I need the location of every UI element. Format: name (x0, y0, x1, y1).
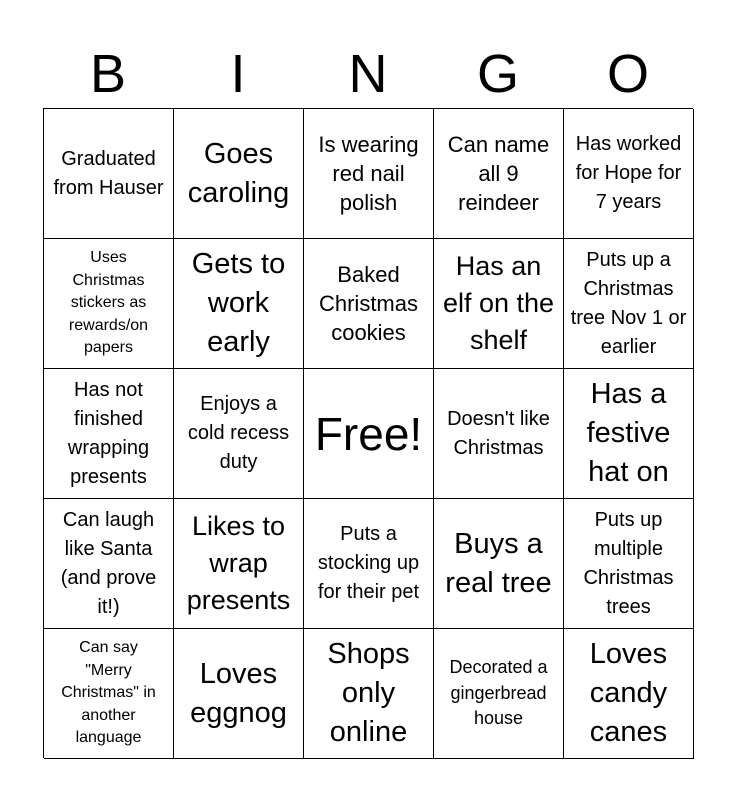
cell-text: Can name all 9 reindeer (447, 132, 550, 215)
bingo-cell-r2c5[interactable] (564, 239, 694, 369)
bingo-cell-r1c1[interactable] (44, 109, 174, 239)
free-space-text: Free! (314, 407, 423, 460)
bingo-cell-r1c2[interactable] (174, 109, 304, 239)
bingo-cell-r1c3[interactable] (304, 109, 434, 239)
bingo-cell-r4c5[interactable] (564, 499, 694, 629)
cell-text: Likes to wrap presents (186, 511, 291, 615)
bingo-cell-r5c1[interactable] (44, 629, 174, 759)
cell-text: Uses Christmas stickers as rewards/on papers (68, 249, 149, 357)
cell-text: Loves candy canes (589, 638, 668, 748)
bingo-cell-free[interactable] (304, 369, 434, 499)
cell-text: Decorated a gingerbread house (449, 657, 548, 729)
cell-text: Gets to work early (191, 248, 286, 358)
bingo-cell-r5c4[interactable] (434, 629, 564, 759)
bingo-cell-r2c3[interactable] (304, 239, 434, 369)
cell-text: Can laugh like Santa (and prove it!) (60, 508, 157, 618)
bingo-cell-r4c1[interactable] (44, 499, 174, 629)
cell-text: Is wearing red nail polish (318, 132, 419, 215)
bingo-cell-r5c2[interactable] (174, 629, 304, 759)
bingo-cell-r4c2[interactable] (174, 499, 304, 629)
cell-text: Has an elf on the shelf (442, 251, 555, 355)
bingo-cell-r2c4[interactable] (434, 239, 564, 369)
cell-text: Has a festive hat on (586, 378, 671, 488)
bingo-cell-r4c3[interactable] (304, 499, 434, 629)
bingo-cell-r3c4[interactable] (434, 369, 564, 499)
cell-text: Enjoys a cold recess duty (187, 393, 290, 473)
bingo-cell-r5c3[interactable] (304, 629, 434, 759)
header-letter-g: G (476, 44, 519, 104)
cell-text: Graduated from Hauser (53, 147, 164, 199)
cell-text: Loves eggnog (190, 657, 287, 729)
cell-text: Baked Christmas cookies (318, 262, 418, 345)
bingo-cell-r4c4[interactable] (434, 499, 564, 629)
header-letter-o: O (606, 44, 649, 104)
bingo-cell-r3c1[interactable] (44, 369, 174, 499)
bingo-cell-r3c5[interactable] (564, 369, 694, 499)
bingo-cell-r2c1[interactable] (44, 239, 174, 369)
cell-text: Shops only online (327, 638, 410, 748)
bingo-grid (43, 108, 693, 758)
header-letter-b: B (89, 44, 127, 104)
cell-text: Has not finished wrapping presents (67, 378, 150, 488)
cell-text: Doesn't like Christmas (447, 407, 550, 459)
cell-text: Puts a stocking up for their pet (317, 523, 420, 603)
bingo-cell-r5c5[interactable] (564, 629, 694, 759)
cell-text: Buys a real tree (445, 527, 552, 599)
bingo-header (43, 40, 693, 108)
header-letter-n: N (348, 44, 388, 104)
bingo-cell-r3c2[interactable] (174, 369, 304, 499)
bingo-cell-r2c2[interactable] (174, 239, 304, 369)
cell-text: Goes caroling (187, 137, 290, 209)
bingo-cell-r1c4[interactable] (434, 109, 564, 239)
bingo-cell-r1c5[interactable] (564, 109, 694, 239)
header-letter-i: I (230, 44, 246, 104)
cell-text: Has worked for Hope for 7 years (575, 133, 682, 213)
cell-text: Can say "Merry Christmas" in another language (61, 639, 156, 747)
cell-text: Puts up multiple Christmas trees (583, 508, 674, 618)
cell-text: Puts up a Christmas tree Nov 1 or earlier (570, 248, 687, 358)
